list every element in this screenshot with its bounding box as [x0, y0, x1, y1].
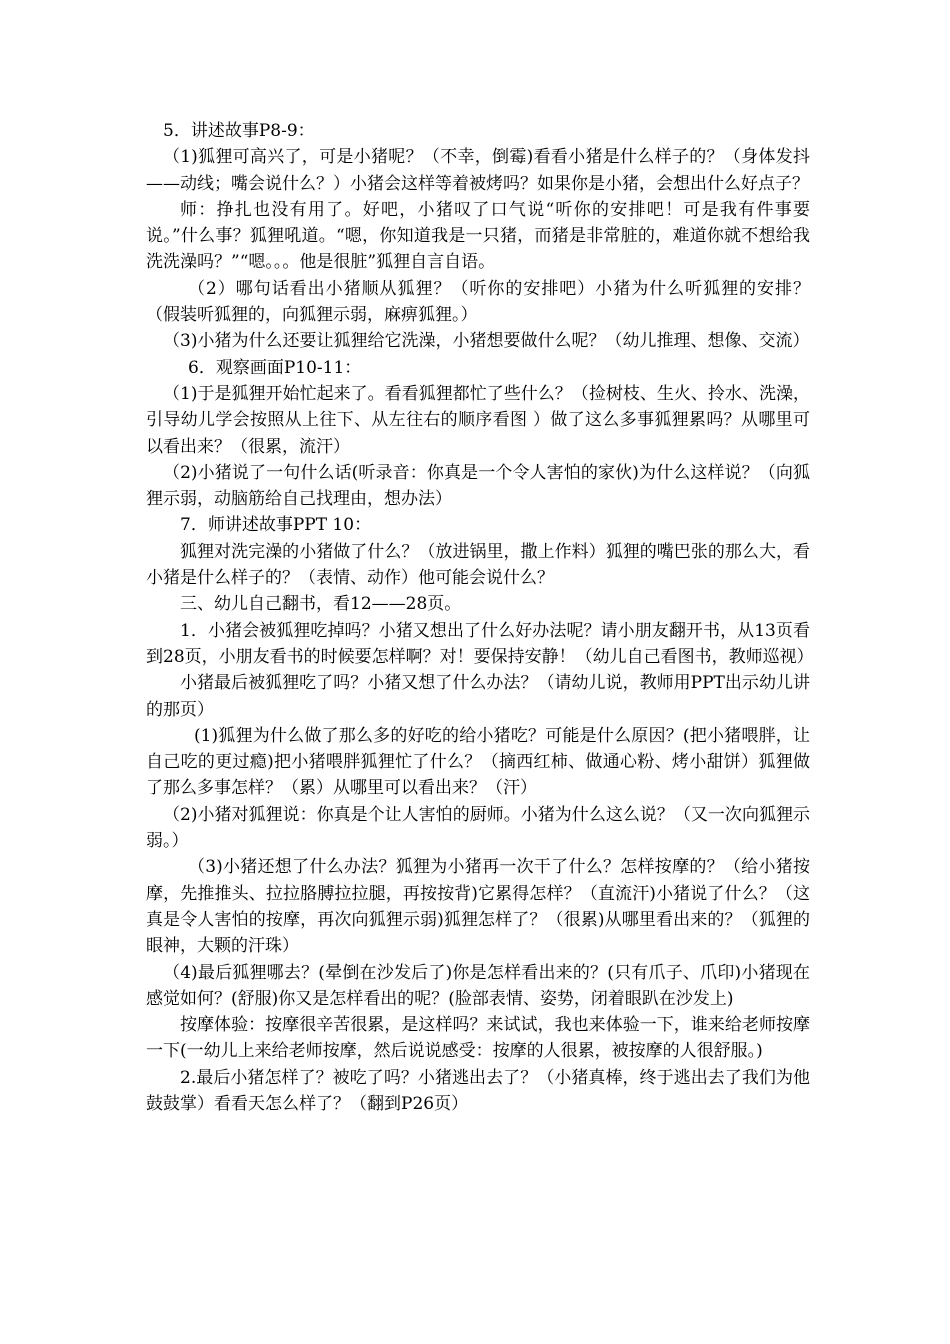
- paragraph: 6．观察画面P10-11：: [188, 357, 362, 378]
- paragraph: （4)最后狐狸哪去？(晕倒在沙发后了)你是怎样看出来的？(只有爪子、爪印)小猪现在感觉如何？(舒服)你又是怎样看出的呢？(脸部表情、姿势，闭着眼趴在沙发上): [146, 962, 810, 1009]
- paragraph: 1．小猪会被狐狸吃掉吗？小猪又想出了什么好办法呢？请小朋友翻开书，从13页看到28页，小朋友看书的时候要怎样啊？对！要保持安静！（幼儿自己看图书，教师巡视）: [146, 620, 814, 667]
- paragraph: （3)小猪还想了什么办法？狐狸为小猪再一次干了什么？怎样按摩的？（给小猪按摩，先推推头、拉拉胳膊拉拉腿，再按按背)它累得怎样？（直流汗)小猪说了什么？（这真是令人害怕的按摩，再次向狐狸示弱)狐狸怎样了？（很累)从哪里看出来的？（狐狸的眼神，大颗的汗珠）: [146, 857, 810, 957]
- paragraph: （2)小猪说了一句什么话(听录音：你真是一个令人害怕的家伙)为什么这样说？（向狐狸示弱，动脑筋给自己找理由，想办法）: [146, 462, 810, 510]
- paragraph: 2.最后小猪怎样了？被吃了吗？小猪逃出去了？（小猪真棒，终于逃出去了我们为他鼓鼓掌）看看天怎么样了？（翻到P26页）: [146, 1067, 810, 1114]
- paragraph: 5．讲述故事P8-9：: [163, 121, 315, 141]
- paragraph: （2)小猪对狐狸说：你真是个让人害怕的厨师。小猪为什么这么说？（又一次向狐狸示弱。）: [146, 804, 810, 852]
- paragraph: 小猪最后被狐狸吃了吗？小猪又想了什么办法？（请幼儿说，教师用PPT出示幼儿讲的那页）: [146, 673, 810, 720]
- paragraph: （2）哪句话看出小猪顺从狐狸？（听你的安排吧）小猪为什么听狐狸的安排？（假装听狐狸的，向狐狸示弱，麻痹狐狸。）: [146, 278, 810, 326]
- paragraph: （1)于是狐狸开始忙起来了。看看狐狸都忙了些什么？（捡树枝、生火、拎水、洗澡，引导幼儿学会按照从上往下、从左往右的顺序看图 ）做了这么多事狐狸累吗？从哪里可以看出来？（很累，流汗）: [146, 383, 810, 457]
- paragraph: 7．师讲述故事PPT 10：: [180, 515, 372, 536]
- paragraph: （3)小猪为什么还要让狐狸给它洗澡，小猪想要做什么呢？（幼儿推理、想像、交流）: [163, 331, 810, 352]
- document-body: [146, 118, 814, 1117]
- paragraph: 狐狸对洗完澡的小猪做了什么？（放进锅里，撒上作料）狐狸的嘴巴张的那么大，看小猪是什么样子的？（表情、动作）他可能会说什么？: [146, 541, 810, 589]
- paragraph: 师：挣扎也没有用了。好吧，小猪叹了口气说“听你的安排吧！可是我有件事要说。”什么事？狐狸吼道。“嗯，你知道我是一只猪，而猪是非常脏的，难道你就不想给我洗洗澡吗？”“嗯。。。他是很脏”狐狸自言自语。: [146, 199, 810, 273]
- paragraph: 三、幼儿自己翻书，看12——28页。: [180, 594, 462, 615]
- paragraph: (1)狐狸为什么做了那么多的好吃的给小猪吃？可能是什么原因？(把小猪喂胖，让自己吃的更过瘾)把小猪喂胖狐狸忙了什么？（摘西红柿、做通心粉、烤小甜饼）狐狸做了那么多事怎样？（累）从哪里可以看出来？（汗）: [146, 725, 810, 799]
- paragraph: （1)狐狸可高兴了，可是小猪呢？（不幸，倒霉)看看小猪是什么样子的？（身体发抖——动线；嘴会说什么？）小猪会这样等着被烤吗？如果你是小猪，会想出什么好点子？: [146, 147, 810, 194]
- paragraph: 按摩体验：按摩很辛苦很累，是这样吗？来试试，我也来体验一下，谁来给老师按摩一下(一幼儿上来给老师按摩，然后说说感受：按摩的人很累，被按摩的人很舒服。): [146, 1015, 810, 1062]
